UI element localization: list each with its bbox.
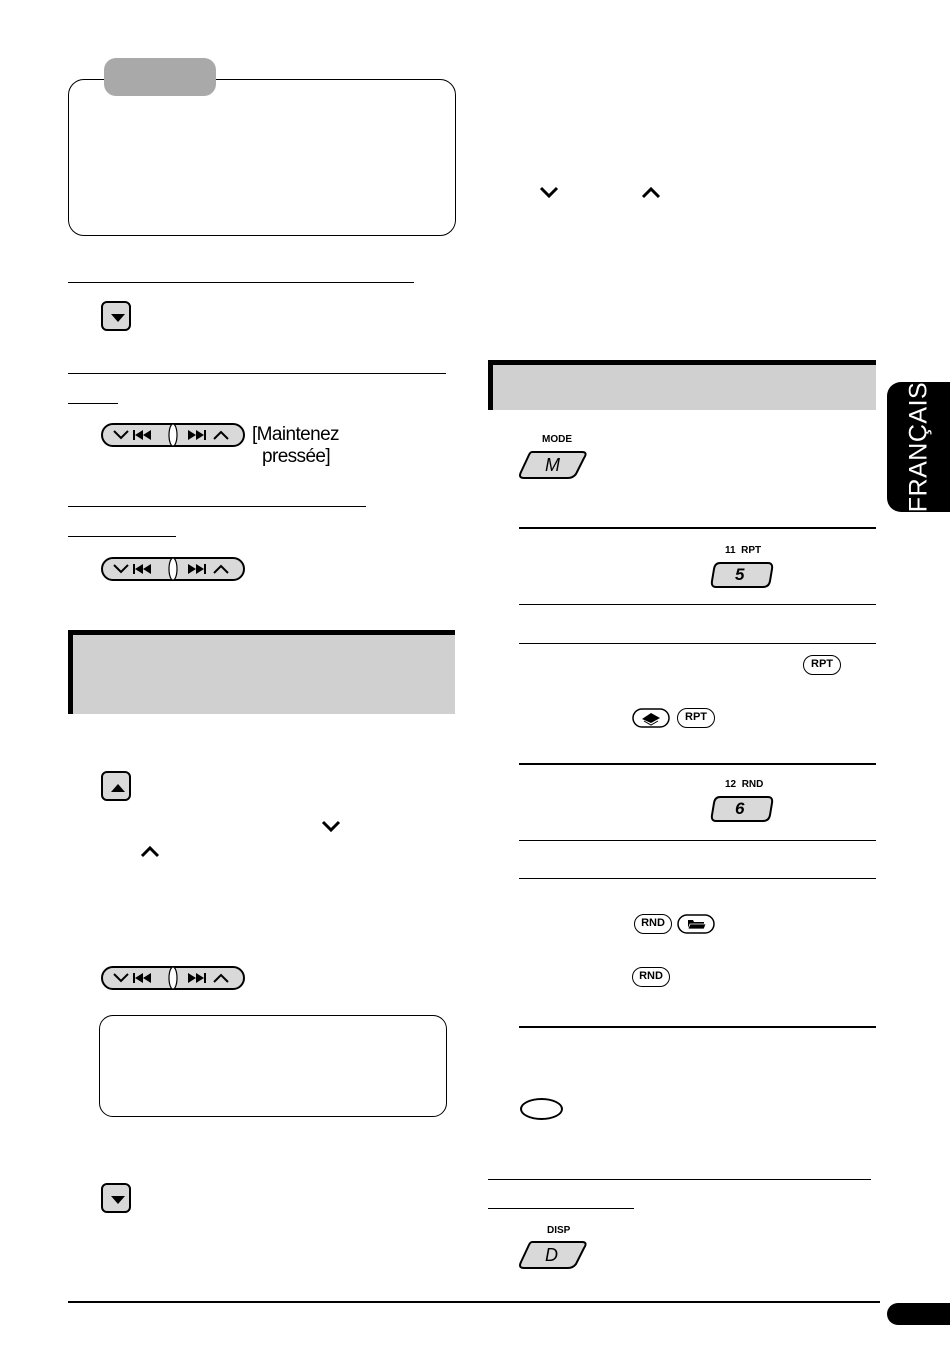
rule-r7 bbox=[519, 1026, 876, 1028]
chevron-down-icon bbox=[320, 818, 342, 834]
rule-r6 bbox=[519, 878, 876, 879]
rnd-indicator: RND bbox=[632, 967, 670, 987]
page-number-tab bbox=[887, 1303, 950, 1325]
seek-hint-line1: [Maintenez bbox=[252, 424, 339, 445]
underline-3 bbox=[68, 506, 366, 507]
rpt-indicator: RPT bbox=[803, 655, 841, 675]
disp-key-glyph: D bbox=[545, 1245, 558, 1265]
random-key-glyph: 6 bbox=[735, 799, 745, 818]
seek-button-icon[interactable] bbox=[100, 556, 246, 582]
disp-key-label: DISP bbox=[547, 1225, 571, 1236]
folder-icon bbox=[677, 914, 715, 934]
bottom-rule bbox=[68, 1301, 880, 1303]
oval-button[interactable] bbox=[520, 1098, 563, 1120]
language-label: FRANÇAIS bbox=[904, 381, 932, 513]
note-tab bbox=[104, 58, 216, 96]
underline-2 bbox=[68, 373, 446, 374]
note-box bbox=[68, 79, 456, 236]
disc-icon bbox=[632, 708, 670, 728]
seek-button-icon[interactable] bbox=[100, 422, 246, 448]
mode-key-glyph: M bbox=[545, 455, 560, 475]
mode-key-label: MODE bbox=[542, 434, 572, 445]
section-heading-bar-left bbox=[68, 630, 455, 714]
rule-r2 bbox=[519, 604, 876, 605]
rpt-indicator: RPT bbox=[677, 708, 715, 728]
chevron-up-icon bbox=[640, 184, 662, 200]
seek-hint-line2: pressée] bbox=[262, 446, 331, 467]
chevron-down-icon bbox=[538, 184, 560, 200]
up-arrow-button-icon[interactable] bbox=[101, 771, 131, 801]
rule-r5 bbox=[519, 840, 876, 841]
down-arrow-button-icon[interactable] bbox=[101, 301, 131, 331]
info-box bbox=[99, 1015, 447, 1117]
chevron-up-icon bbox=[139, 843, 161, 859]
underline-3b bbox=[68, 536, 176, 537]
language-side-tab bbox=[887, 382, 950, 512]
repeat-key-glyph: 5 bbox=[735, 565, 745, 584]
rnd-indicator: RND bbox=[634, 914, 672, 934]
rule-r3 bbox=[519, 643, 876, 644]
repeat-key-caption: 11 RPT bbox=[725, 545, 762, 556]
rule-r4 bbox=[519, 763, 876, 765]
underline-r1b bbox=[488, 1208, 634, 1209]
underline-1 bbox=[68, 282, 414, 283]
rule-r1 bbox=[519, 527, 876, 529]
section-heading-bar-right bbox=[488, 360, 876, 410]
down-arrow-button-icon[interactable] bbox=[101, 1183, 131, 1213]
random-key-caption: 12 RND bbox=[725, 779, 764, 790]
underline-r1 bbox=[488, 1179, 871, 1180]
seek-button-icon[interactable] bbox=[100, 965, 246, 991]
underline-2b bbox=[68, 403, 118, 404]
